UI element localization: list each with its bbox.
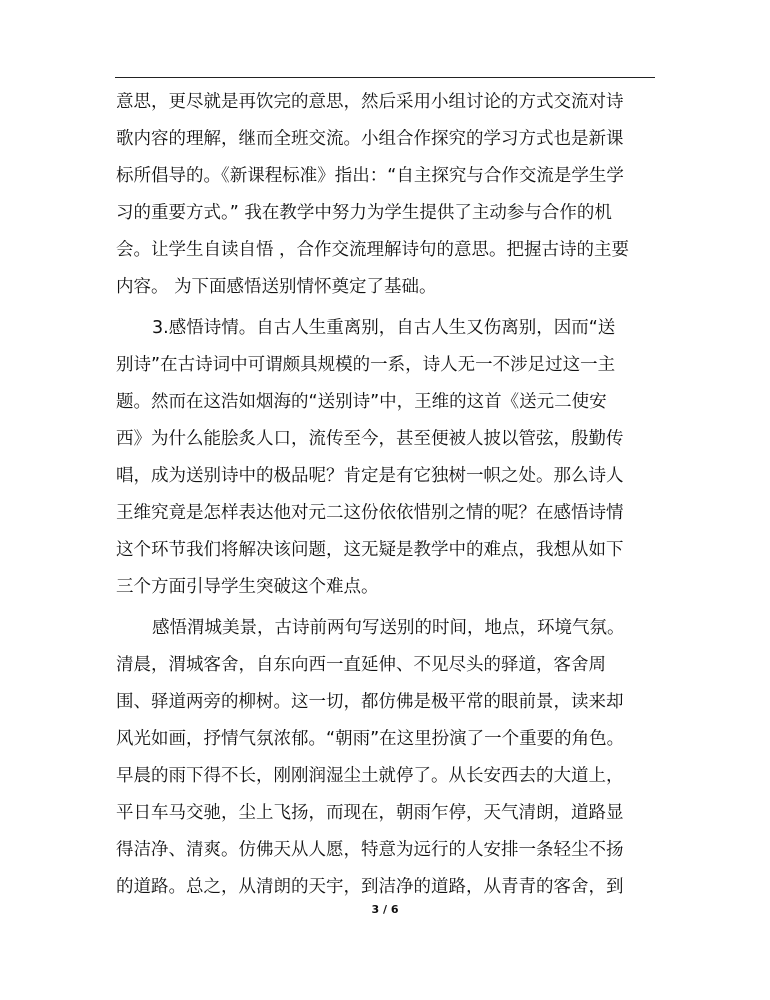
text-line [0,801,770,825]
text-line [0,875,770,899]
text-line [0,427,770,451]
text-line-content: 王维究竟是怎样表达他对元二这份依依惜别之情的呢？在感悟诗情 [116,503,624,523]
text-line [0,201,770,225]
text-line [0,538,770,562]
text-line [0,127,770,151]
text-line [0,690,770,714]
text-line-content: 西》为什么能脍炙人口，流传至今，甚至便被人披以管弦，殷勤传 [116,429,624,449]
text-line [0,316,770,340]
text-line-content: 歌内容的理解，继而全班交流。小组合作探究的学习方式也是新课 [116,129,624,149]
text-line [0,90,770,114]
text-line-content: 的道路。总之，从清朗的天宇，到洁净的道路，从青青的客舍，到 [116,877,624,897]
text-line [0,653,770,677]
text-line-content: 三个方面引导学生突破这个难点。 [116,577,379,597]
text-line-content: 内容。 为下面感悟送别情怀奠定了基础。 [116,277,437,297]
text-line-content: 这个环节我们将解决该问题，这无疑是教学中的难点，我想从如下 [116,540,624,560]
text-line [0,616,770,640]
text-line [0,464,770,488]
text-line-content: 题。然而在这浩如烟海的“送别诗”中，王维的这首《送元二使安 [116,392,607,412]
text-line-content: 平日车马交驰，尘上飞扬，而现在，朝雨乍停，天气清朗，道路显 [116,803,624,823]
text-line [0,764,770,788]
text-line-content: 早晨的雨下得不长，刚刚润湿尘土就停了。从长安西去的大道上， [116,766,624,786]
text-line-content: 得洁净、清爽。仿佛天从人愿，特意为远行的人安排一条轻尘不扬 [116,840,624,860]
text-line [0,353,770,377]
text-line-content: 别诗”在古诗词中可谓颇具规模的一系，诗人无一不涉足过这一主 [116,355,616,375]
text-line-content: 3.感悟诗情。自古人生重离别，自古人生又伤离别，因而“送 [152,318,616,338]
text-line [0,238,770,262]
text-line [0,727,770,751]
text-line [0,838,770,862]
text-line-content: 感悟渭城美景，古诗前两句写送别的时间，地点，环境气氛。 [152,618,625,638]
text-line [0,390,770,414]
text-line-content: 习的重要方式。” 我在教学中努力为学生提供了主动参与合作的机 [116,203,612,223]
header-rule [115,77,655,78]
text-line [0,575,770,599]
text-line-content: 围、驿道两旁的柳树。这一切，都仿佛是极平常的眼前景，读来却 [116,692,624,712]
text-line-content: 标所倡导的。《新课程标准》指出：“自主探究与合作交流是学生学 [116,166,624,186]
text-line-content: 唱，成为送别诗中的极品呢？肯定是有它独树一帜之处。那么诗人 [116,466,624,486]
text-line-content: 会。让学生自读自悟 ，合作交流理解诗句的意思。把握古诗的主要 [116,240,630,260]
text-line [0,501,770,525]
text-line-content: 清晨，渭城客舍，自东向西一直延伸、不见尽头的驿道，客舍周 [116,655,606,675]
page-number: 3 / 6 [371,903,399,916]
text-line [0,275,770,299]
text-line [0,164,770,188]
text-line-content: 风光如画，抒情气氛浓郁。“朝雨”在这里扮演了一个重要的角色。 [116,729,625,749]
text-line-content: 意思，更尽就是再饮完的意思，然后采用小组讨论的方式交流对诗 [116,92,624,112]
